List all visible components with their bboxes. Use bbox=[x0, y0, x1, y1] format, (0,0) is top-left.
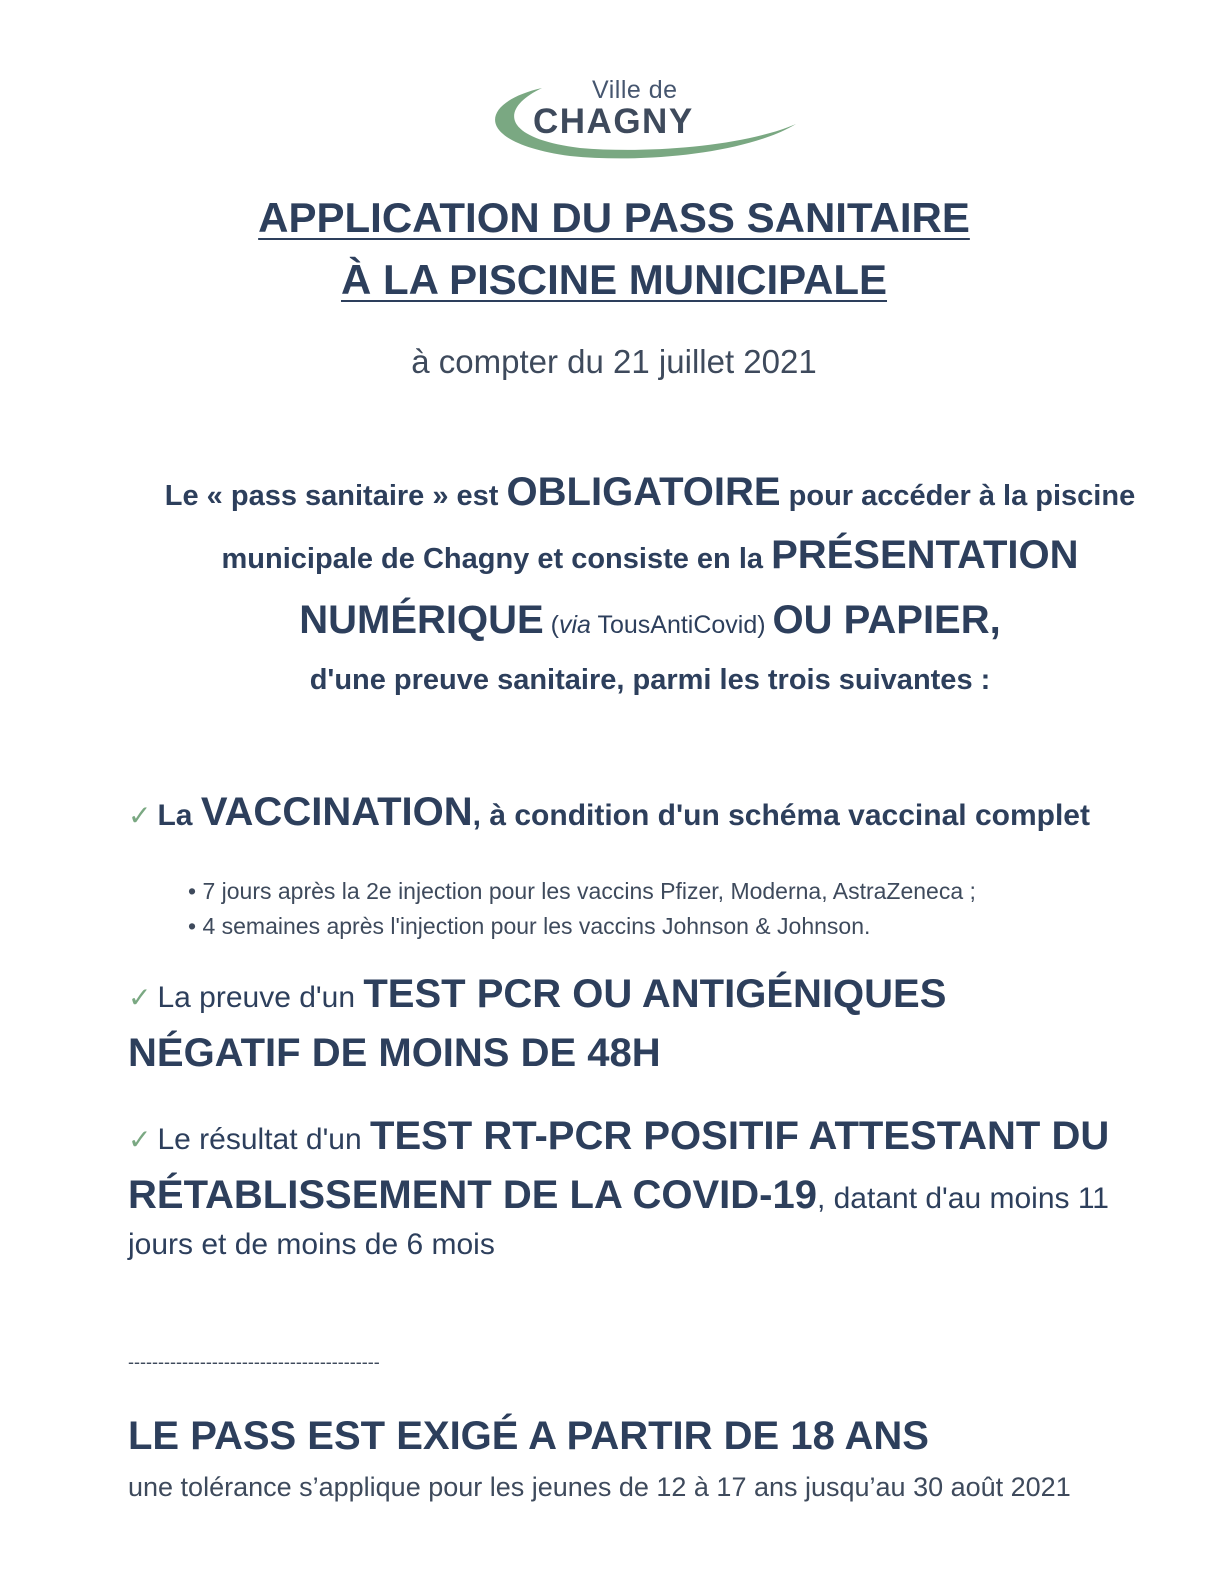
list-item: • 4 semaines après l'injection pour les vaccins Johnson & Johnson. bbox=[188, 913, 871, 939]
effective-date: à compter du 21 juillet 2021 bbox=[411, 343, 817, 380]
intro-line-2: municipale de Chagny et consiste en la PRÉSENTATION bbox=[221, 533, 1079, 577]
vaccination-bullets bbox=[188, 874, 976, 944]
age-requirement-title: LE PASS EST EXIGÉ A PARTIR DE 18 ANS bbox=[128, 1414, 929, 1458]
separator-line: ------------------------------------------ bbox=[128, 1352, 380, 1372]
age-tolerance-note: une tolérance s’applique pour les jeunes de 12 à 17 ans jusqu’au 30 août 2021 bbox=[128, 1472, 1071, 1502]
logo-ville-de: Ville de bbox=[592, 76, 678, 104]
option-vaccination: ✓ La VACCINATION, à condition d'un schéma vaccinal complet bbox=[128, 790, 1090, 834]
option-test-positif-line2: RÉTABLISSEMENT DE LA COVID-19, datant d'au moins 11 bbox=[128, 1173, 1109, 1217]
checkmark-icon: ✓ bbox=[128, 800, 152, 831]
intro-line-3: NUMÉRIQUE (via TousAntiCovid) OU PAPIER, bbox=[299, 598, 1001, 642]
checkmark-icon: ✓ bbox=[128, 982, 152, 1013]
list-item: • 7 jours après la 2e injection pour les vaccins Pfizer, Moderna, AstraZeneca ; bbox=[188, 878, 976, 904]
page-title-line1: APPLICATION DU PASS SANITAIRE bbox=[258, 194, 970, 241]
checkmark-icon: ✓ bbox=[128, 1124, 152, 1155]
option-test-negatif-line2: NÉGATIF DE MOINS DE 48H bbox=[128, 1031, 661, 1075]
logo-chagny: CHAGNY bbox=[533, 102, 694, 141]
page-title-line2: À LA PISCINE MUNICIPALE bbox=[340, 256, 888, 303]
option-test-positif-line3: jours et de moins de 6 mois bbox=[128, 1228, 495, 1261]
intro-line-1: Le « pass sanitaire » est OBLIGATOIRE pour accéder à la piscine bbox=[164, 470, 1136, 514]
option-test-positif: ✓ Le résultat d'un TEST RT-PCR POSITIF ATTESTANT DU bbox=[128, 1114, 1110, 1158]
option-test-negatif: ✓ La preuve d'un TEST PCR OU ANTIGÉNIQUES bbox=[128, 972, 947, 1016]
city-logo bbox=[480, 72, 810, 167]
intro-line-4: d'une preuve sanitaire, parmi les trois suivantes : bbox=[309, 664, 991, 696]
